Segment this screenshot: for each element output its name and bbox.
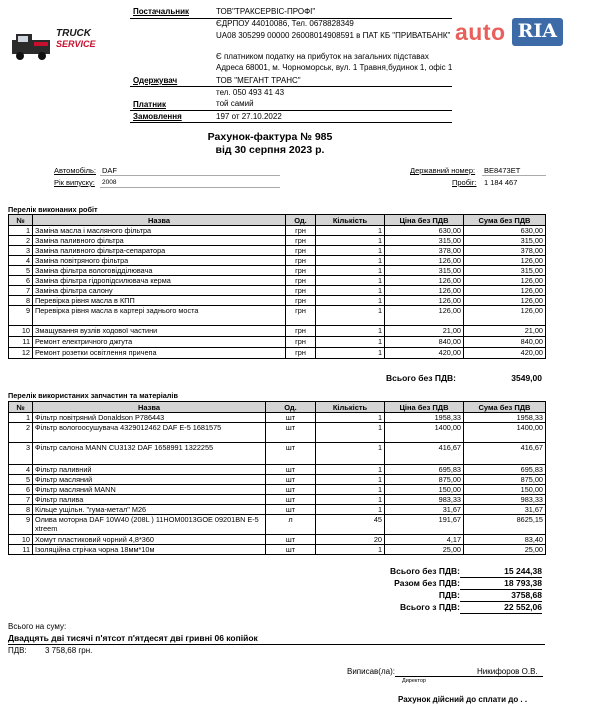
works-cell-sum: 21,00 xyxy=(464,326,546,337)
works-cell-sum: 126,00 xyxy=(464,276,546,286)
parts-row xyxy=(9,413,546,423)
parts-row xyxy=(9,423,546,443)
director-label: Директор xyxy=(402,678,426,684)
parts-row xyxy=(9,485,546,495)
parts-cell-name: Фільтр вологоосушувача 4329012462 DAF E-5 1681575 xyxy=(33,423,266,443)
works-cell-no: 2 xyxy=(9,236,33,246)
works-row xyxy=(9,337,546,348)
works-cell-qty: 1 xyxy=(316,276,385,286)
invoice-title: Рахунок-фактура № 985 xyxy=(207,131,333,143)
works-col-price: Ціна без ПДВ xyxy=(385,215,464,226)
parts-total-row xyxy=(360,566,545,578)
works-total-value: 3549,00 xyxy=(511,373,542,383)
parts-cell-price: 1958,33 xyxy=(385,413,464,423)
parts-total-row xyxy=(360,578,545,590)
parts-cell-name: Кільце ущільн. "гума-метал" M26 xyxy=(33,505,266,515)
works-cell-price: 315,00 xyxy=(385,266,464,276)
parts-row xyxy=(9,443,546,465)
vat-label: ПДВ: xyxy=(8,646,27,655)
logo-line2: SERVICE xyxy=(56,39,96,49)
supplier-line-3: UA08 305299 00000 26008014908591 в ПАТ КБ "ПРИВАТБАНК" xyxy=(216,31,451,40)
works-cell-unit: грн xyxy=(286,226,316,236)
parts-cell-unit: шт xyxy=(266,423,316,443)
autoria-watermark xyxy=(455,12,590,52)
works-row xyxy=(9,348,546,359)
works-cell-price: 21,00 xyxy=(385,326,464,337)
sum-words: Двадцять дві тисячі п'ятсот п'ятдесят дві гривні 06 копійок xyxy=(8,633,258,643)
signer-name: Никифоров О.В. xyxy=(477,667,538,676)
works-cell-price: 126,00 xyxy=(385,296,464,306)
works-col-name: Назва xyxy=(33,215,286,226)
parts-cell-no: 2 xyxy=(9,423,33,443)
parts-cell-no: 10 xyxy=(9,535,33,545)
parts-cell-qty: 45 xyxy=(316,515,385,535)
payer-label: Платник xyxy=(133,100,166,109)
works-cell-name: Заміна масла і масляного фільтра xyxy=(33,226,286,236)
parts-cell-price: 695,83 xyxy=(385,465,464,475)
truck-service-logo xyxy=(10,26,110,62)
works-cell-price: 840,00 xyxy=(385,337,464,348)
works-cell-sum: 126,00 xyxy=(464,286,546,296)
parts-cell-qty: 1 xyxy=(316,475,385,485)
works-cell-name: Перевірка рівня масла в картері заднього моста xyxy=(33,306,286,326)
invoice-date: від 30 серпня 2023 р. xyxy=(215,144,325,156)
works-cell-price: 126,00 xyxy=(385,286,464,296)
works-cell-name: Заміна фільтра гідропідсилювача керма xyxy=(33,276,286,286)
parts-cell-price: 4,17 xyxy=(385,535,464,545)
works-cell-name: Заміна фільтра салону xyxy=(33,286,286,296)
parts-cell-sum: 983,33 xyxy=(464,495,546,505)
parts-cell-name: Фільтр масляний MANN xyxy=(33,485,266,495)
works-cell-unit: грн xyxy=(286,337,316,348)
parts-total-row xyxy=(360,590,545,602)
works-cell-no: 5 xyxy=(9,266,33,276)
parts-total-label: ПДВ: xyxy=(438,590,460,600)
works-row xyxy=(9,326,546,337)
parts-total-value: 22 552,06 xyxy=(460,602,542,614)
parts-cell-price: 191,67 xyxy=(385,515,464,535)
parts-cell-no: 4 xyxy=(9,465,33,475)
works-col-no: № xyxy=(9,215,33,226)
year-value: 2008 xyxy=(102,179,117,186)
signed-label: Виписав(ла): xyxy=(347,667,395,676)
works-cell-no: 3 xyxy=(9,246,33,256)
supplier-line-5: Адреса 68001, м. Чорноморськ, вул. 1 Травня,будинок 1, офіс 1 xyxy=(216,63,453,72)
works-cell-unit: грн xyxy=(286,246,316,256)
parts-cell-sum: 83,40 xyxy=(464,535,546,545)
parts-cell-no: 6 xyxy=(9,485,33,495)
works-row xyxy=(9,226,546,236)
mileage-value: 1 184 467 xyxy=(484,178,518,187)
parts-cell-qty: 1 xyxy=(316,443,385,465)
parts-cell-unit: шт xyxy=(266,545,316,555)
works-cell-sum: 315,00 xyxy=(464,236,546,246)
recipient-line-1: ТОВ "МЕГАНТ ТРАНС" xyxy=(216,76,301,85)
works-cell-unit: грн xyxy=(286,306,316,326)
plate-value: ВЕ8473ЕТ xyxy=(484,166,521,175)
parts-header-row xyxy=(9,402,546,413)
works-cell-qty: 1 xyxy=(316,326,385,337)
parts-cell-no: 5 xyxy=(9,475,33,485)
parts-cell-unit: шт xyxy=(266,475,316,485)
works-cell-name: Ремонт розетки освітлення причепа xyxy=(33,348,286,359)
parts-cell-no: 8 xyxy=(9,505,33,515)
parts-cell-no: 7 xyxy=(9,495,33,505)
parts-row xyxy=(9,515,546,535)
works-cell-name: Заміна паливного фільтра xyxy=(33,236,286,246)
works-cell-name: Змащування вузлів ходової частини xyxy=(33,326,286,337)
works-cell-no: 10 xyxy=(9,326,33,337)
works-cell-sum: 378,00 xyxy=(464,246,546,256)
works-cell-qty: 1 xyxy=(316,226,385,236)
parts-cell-price: 416,67 xyxy=(385,443,464,465)
parts-total-value: 3758,68 xyxy=(460,590,542,602)
parts-col-name: Назва xyxy=(33,402,266,413)
parts-cell-price: 31,67 xyxy=(385,505,464,515)
parts-cell-sum: 31,67 xyxy=(464,505,546,515)
parts-cell-no: 11 xyxy=(9,545,33,555)
sum-label: Всього на суму: xyxy=(8,622,67,631)
parts-caption: Перелік використаних запчастин та матеріалів xyxy=(8,391,178,400)
works-cell-price: 420,00 xyxy=(385,348,464,359)
parts-cell-name: Олива моторна DAF 10W40 (208L ) 11НОМ0013GOE 09201BN E-5 xtreem xyxy=(33,515,266,535)
parts-cell-sum: 1958,33 xyxy=(464,413,546,423)
works-cell-no: 9 xyxy=(9,306,33,326)
works-cell-qty: 1 xyxy=(316,296,385,306)
parts-col-sum: Сума без ПДВ xyxy=(464,402,546,413)
works-cell-price: 126,00 xyxy=(385,306,464,326)
works-row xyxy=(9,266,546,276)
parts-cell-no: 3 xyxy=(9,443,33,465)
parts-cell-unit: шт xyxy=(266,465,316,475)
works-cell-sum: 840,00 xyxy=(464,337,546,348)
parts-cell-price: 1400,00 xyxy=(385,423,464,443)
works-cell-price: 126,00 xyxy=(385,256,464,266)
parts-cell-unit: шт xyxy=(266,495,316,505)
parts-cell-price: 150,00 xyxy=(385,485,464,495)
works-table xyxy=(8,214,546,359)
parts-table xyxy=(8,401,546,555)
parts-total-value: 15 244,38 xyxy=(460,566,542,578)
parts-total-label: Всього без ПДВ: xyxy=(390,566,460,576)
year-label: Рік випуску: xyxy=(54,178,95,187)
works-col-sum: Сума без ПДВ xyxy=(464,215,546,226)
works-cell-no: 12 xyxy=(9,348,33,359)
works-cell-no: 11 xyxy=(9,337,33,348)
works-cell-unit: грн xyxy=(286,266,316,276)
works-cell-price: 378,00 xyxy=(385,246,464,256)
works-cell-name: Ремонт електричного джгута xyxy=(33,337,286,348)
parts-total-row xyxy=(360,602,545,614)
works-col-qty: Кількість xyxy=(316,215,385,226)
works-cell-qty: 1 xyxy=(316,256,385,266)
parts-cell-sum: 695,83 xyxy=(464,465,546,475)
order-value: 197 от 27.10.2022 xyxy=(216,112,282,121)
car-label: Автомобіль: xyxy=(54,166,97,175)
works-caption: Перелік виконаних робіт xyxy=(8,205,98,214)
watermark-ria: RIA xyxy=(512,18,563,46)
works-cell-sum: 315,00 xyxy=(464,266,546,276)
works-cell-no: 8 xyxy=(9,296,33,306)
logo-line1: TRUCK xyxy=(56,28,91,39)
parts-row xyxy=(9,465,546,475)
parts-cell-name: Фільтр масляний xyxy=(33,475,266,485)
parts-row xyxy=(9,495,546,505)
order-label: Замовлення xyxy=(133,112,182,121)
parts-cell-no: 9 xyxy=(9,515,33,535)
parts-row xyxy=(9,475,546,485)
works-cell-sum: 126,00 xyxy=(464,296,546,306)
works-cell-price: 126,00 xyxy=(385,276,464,286)
valid-note: Рахунок дійсний до сплати до . . xyxy=(398,695,528,704)
parts-row xyxy=(9,535,546,545)
works-header-row xyxy=(9,215,546,226)
works-cell-no: 6 xyxy=(9,276,33,286)
works-cell-unit: грн xyxy=(286,286,316,296)
supplier-line-2: ЄДРПОУ 44010086, Тел. 0678828349 xyxy=(216,19,354,28)
works-cell-sum: 630,00 xyxy=(464,226,546,236)
parts-cell-sum: 1400,00 xyxy=(464,423,546,443)
payer-value: той самий xyxy=(216,99,254,108)
supplier-line-1: ТОВ"ТРАКСЕРВІС-ПРОФІ" xyxy=(216,7,316,16)
works-cell-unit: грн xyxy=(286,348,316,359)
works-row xyxy=(9,286,546,296)
parts-cell-qty: 1 xyxy=(316,465,385,475)
works-cell-name: Заміна паливного фільтра-сепаратора xyxy=(33,246,286,256)
works-cell-qty: 1 xyxy=(316,246,385,256)
parts-cell-name: Фільтр палива xyxy=(33,495,266,505)
works-col-unit: Од. xyxy=(286,215,316,226)
works-cell-name: Заміна повітряного фільтра xyxy=(33,256,286,266)
works-row xyxy=(9,236,546,246)
works-row xyxy=(9,256,546,266)
parts-cell-sum: 150,00 xyxy=(464,485,546,495)
parts-total-label: Всього з ПДВ: xyxy=(400,602,460,612)
parts-total-label: Разом без ПДВ: xyxy=(394,578,460,588)
parts-row xyxy=(9,505,546,515)
parts-cell-unit: шт xyxy=(266,413,316,423)
parts-cell-name: Ізоляційна стрічка чорна 18мм*10м xyxy=(33,545,266,555)
recipient-label: Одержувач xyxy=(133,76,178,85)
parts-cell-sum: 416,67 xyxy=(464,443,546,465)
parts-cell-qty: 1 xyxy=(316,413,385,423)
works-row xyxy=(9,306,546,326)
parts-cell-unit: шт xyxy=(266,485,316,495)
recipient-line-2: тел. 050 493 41 43 xyxy=(216,88,285,97)
works-cell-qty: 1 xyxy=(316,266,385,276)
works-cell-unit: грн xyxy=(286,326,316,337)
works-cell-unit: грн xyxy=(286,256,316,266)
parts-cell-unit: шт xyxy=(266,443,316,465)
parts-col-price: Ціна без ПДВ xyxy=(385,402,464,413)
works-cell-qty: 1 xyxy=(316,236,385,246)
parts-cell-qty: 1 xyxy=(316,485,385,495)
works-cell-qty: 1 xyxy=(316,286,385,296)
works-cell-unit: грн xyxy=(286,236,316,246)
works-cell-name: Заміна фільтра вологовідділювача xyxy=(33,266,286,276)
works-cell-unit: грн xyxy=(286,276,316,286)
parts-col-qty: Кількість xyxy=(316,402,385,413)
works-row xyxy=(9,296,546,306)
works-cell-qty: 1 xyxy=(316,337,385,348)
parts-cell-qty: 1 xyxy=(316,505,385,515)
parts-cell-qty: 20 xyxy=(316,535,385,545)
works-cell-no: 4 xyxy=(9,256,33,266)
supplier-label: Постачальник xyxy=(133,7,189,16)
works-cell-qty: 1 xyxy=(316,348,385,359)
works-cell-unit: грн xyxy=(286,296,316,306)
works-cell-sum: 126,00 xyxy=(464,256,546,266)
works-cell-price: 315,00 xyxy=(385,236,464,246)
parts-cell-no: 1 xyxy=(9,413,33,423)
parts-cell-name: Фільтр салона MANN CU3132 DAF 1658991 1322255 xyxy=(33,443,266,465)
parts-cell-qty: 1 xyxy=(316,495,385,505)
car-value: DAF xyxy=(102,166,117,175)
parts-cell-sum: 875,00 xyxy=(464,475,546,485)
parts-cell-sum: 25,00 xyxy=(464,545,546,555)
parts-cell-unit: шт xyxy=(266,535,316,545)
works-row xyxy=(9,276,546,286)
parts-cell-unit: л xyxy=(266,515,316,535)
supplier-line-4: Є платником податку на прибуток на загальних підставах xyxy=(216,52,429,61)
works-cell-qty: 1 xyxy=(316,306,385,326)
parts-total-value: 18 793,38 xyxy=(460,578,542,590)
works-row xyxy=(9,246,546,256)
works-cell-name: Перевірка рівня масла в КПП xyxy=(33,296,286,306)
parts-row xyxy=(9,545,546,555)
parts-cell-name: Фільтр паливний xyxy=(33,465,266,475)
watermark-auto: auto xyxy=(455,18,506,45)
parts-cell-price: 983,33 xyxy=(385,495,464,505)
parts-cell-unit: шт xyxy=(266,505,316,515)
works-cell-price: 630,00 xyxy=(385,226,464,236)
parts-cell-sum: 8625,15 xyxy=(464,515,546,535)
works-cell-sum: 126,00 xyxy=(464,306,546,326)
works-cell-no: 1 xyxy=(9,226,33,236)
parts-cell-qty: 1 xyxy=(316,545,385,555)
parts-col-unit: Од. xyxy=(266,402,316,413)
parts-totals xyxy=(360,566,545,614)
works-cell-no: 7 xyxy=(9,286,33,296)
works-total-label: Всього без ПДВ: xyxy=(386,373,456,383)
mileage-label: Пробіг: xyxy=(452,178,477,187)
plate-label: Державний номер: xyxy=(410,166,476,175)
parts-col-no: № xyxy=(9,402,33,413)
parts-cell-price: 875,00 xyxy=(385,475,464,485)
vat-value: 3 758,68 грн. xyxy=(45,646,93,655)
parts-cell-name: Хомут пластиковий чорний 4,8*360 xyxy=(33,535,266,545)
parts-cell-price: 25,00 xyxy=(385,545,464,555)
parts-cell-name: Фільтр повітряний Donaldson P786443 xyxy=(33,413,266,423)
works-cell-sum: 420,00 xyxy=(464,348,546,359)
parts-cell-qty: 1 xyxy=(316,423,385,443)
